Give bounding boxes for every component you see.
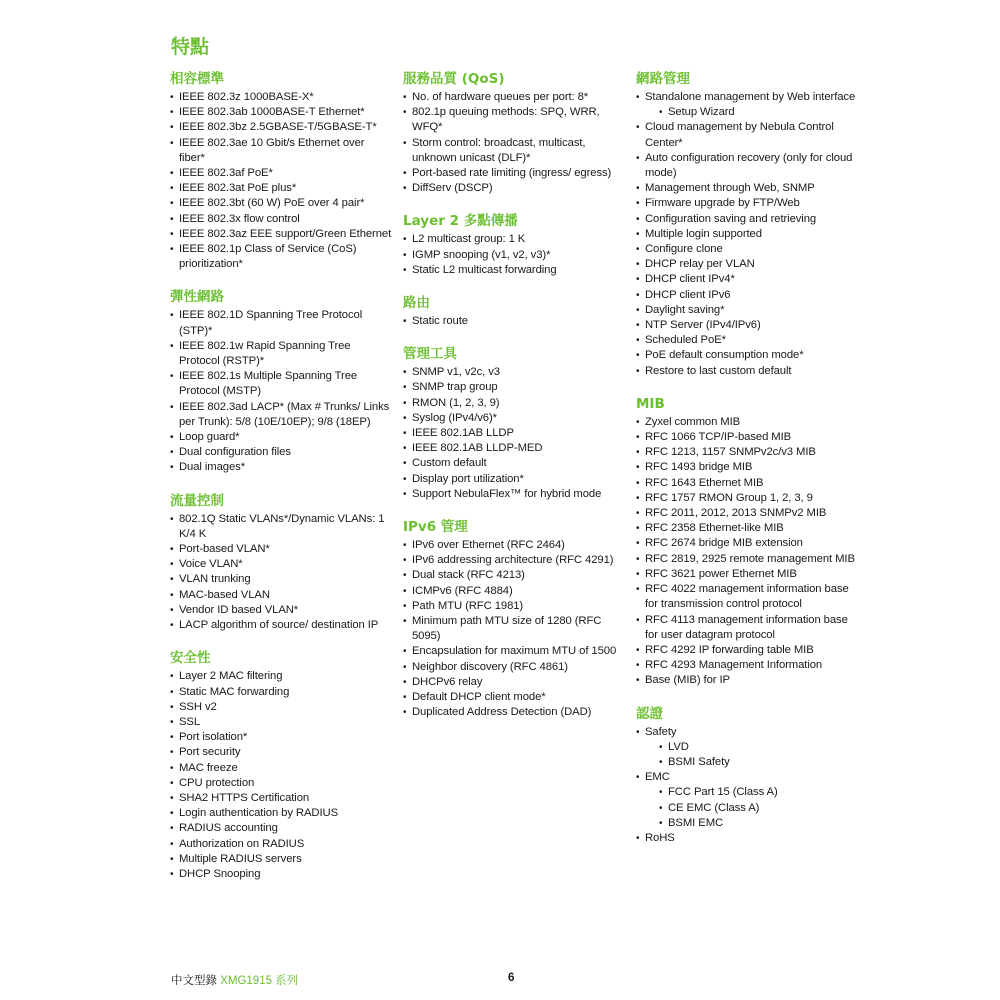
feature-item-text: DHCPv6 relay — [412, 675, 483, 688]
feature-item — [170, 120, 392, 135]
feature-item — [403, 660, 625, 675]
feature-item-text: MAC-based VLAN — [179, 588, 270, 601]
feature-item — [170, 791, 392, 806]
feature-item-text: EMC — [645, 771, 670, 784]
feature-item — [403, 263, 625, 278]
feature-item-text: RFC 2011, 2012, 2013 SNMPv2 MIB — [645, 507, 827, 520]
feature-item — [170, 400, 392, 430]
feature-item-text: RFC 1493 bridge MIB — [645, 461, 753, 474]
feature-item-text: Support NebulaFlex™ for hybrid mode — [412, 487, 602, 500]
feature-item-text: IEEE 802.1w Rapid Spanning Tree Protocol (RSTP)* — [179, 339, 351, 368]
feature-item — [636, 673, 858, 688]
feature-item — [636, 227, 858, 242]
feature-item — [403, 472, 625, 487]
footer-catalog-label: 中文型錄 — [171, 975, 221, 987]
feature-item-text: Storm control: broadcast, multicast, unknown unicast (DLF)* — [412, 136, 586, 164]
feature-item-text: Encapsulation for maximum MTU of 1500 — [412, 645, 617, 658]
feature-item — [636, 536, 858, 551]
column-1 — [170, 68, 392, 896]
feature-list — [403, 538, 625, 720]
feature-item — [170, 806, 392, 821]
feature-item — [636, 770, 858, 831]
feature-subitem: • LVD — [659, 740, 858, 755]
feature-item — [403, 456, 625, 471]
feature-item-text: RFC 4022 management information base for transmission control protocol — [645, 583, 849, 611]
feature-item — [170, 196, 392, 211]
feature-item — [170, 761, 392, 776]
feature-item-text: RoHS — [645, 831, 675, 844]
feature-item-text: DHCP client IPv4* — [645, 273, 735, 286]
feature-item — [170, 105, 392, 120]
feature-item — [170, 715, 392, 730]
feature-subitem: • BSMI EMC — [659, 816, 858, 831]
feature-item-text: DHCP relay per VLAN — [645, 258, 755, 271]
feature-item-text: RFC 1757 RMON Group 1, 2, 3, 9 — [645, 491, 813, 504]
feature-item-text: IGMP snooping (v1, v2, v3)* — [412, 248, 551, 261]
feature-sublist — [645, 785, 858, 831]
feature-item-text: Safety — [645, 725, 677, 738]
feature-list — [636, 725, 858, 847]
feature-item — [403, 690, 625, 705]
feature-section — [636, 393, 858, 689]
footer-catalog — [171, 972, 298, 988]
feature-item-text: RFC 2819, 2925 remote management MIB — [645, 552, 855, 565]
feature-section — [403, 210, 625, 278]
feature-item — [170, 730, 392, 745]
feature-item-text: Loop guard* — [179, 431, 240, 444]
feature-item-text: DHCP Snooping — [179, 867, 261, 880]
feature-item-text: RFC 1213, 1157 SNMPv2c/v3 MIB — [645, 446, 816, 459]
feature-item-text: 802.1Q Static VLANs*/Dynamic VLANs: 1 K/4 K — [179, 512, 385, 540]
feature-item — [170, 618, 392, 633]
feature-item-text: IPv6 over Ethernet (RFC 2464) — [412, 539, 565, 552]
feature-item-text: IEEE 802.3ae 10 Gbit/s Ethernet over fiber* — [179, 136, 365, 164]
feature-item-text: Static route — [412, 315, 468, 328]
feature-item — [403, 675, 625, 690]
feature-item — [636, 288, 858, 303]
feature-item — [170, 821, 392, 836]
feature-item-text: RFC 4113 management information base for user datagram protocol — [645, 613, 848, 641]
feature-item — [636, 613, 858, 643]
feature-item — [636, 90, 858, 120]
section-heading: 流量控制 — [170, 492, 224, 509]
feature-item-text: Multiple login supported — [645, 227, 762, 240]
feature-item-text: ICMPv6 (RFC 4884) — [412, 584, 513, 597]
feature-item — [170, 430, 392, 445]
feature-item — [170, 852, 392, 867]
feature-item — [170, 181, 392, 196]
feature-item-text: SSL — [179, 715, 201, 728]
feature-item — [403, 181, 625, 196]
feature-item-text: PoE default consumption mode* — [645, 349, 804, 362]
feature-item — [170, 700, 392, 715]
feature-item-text: IEEE 802.1AB LLDP-MED — [412, 442, 543, 455]
feature-item-text: Base (MIB) for IP — [645, 674, 730, 687]
feature-item-text: Multiple RADIUS servers — [179, 852, 302, 865]
feature-item-text: Management through Web, SNMP — [645, 182, 815, 195]
feature-section — [636, 68, 858, 379]
feature-item-text: L2 multicast group: 1 K — [412, 233, 526, 246]
feature-item — [170, 669, 392, 684]
feature-item — [636, 212, 858, 227]
section-heading: Layer 2 多點傳播 — [403, 213, 518, 230]
feature-item-text: IEEE 802.3z 1000BASE-X* — [179, 91, 314, 103]
feature-item-text: Voice VLAN* — [179, 558, 243, 571]
feature-item — [403, 538, 625, 553]
feature-item-text: RFC 1643 Ethernet MIB — [645, 476, 764, 489]
feature-item-text: IEEE 802.3ab 1000BASE-T Ethernet* — [179, 106, 365, 119]
feature-item — [636, 476, 858, 491]
feature-item-text: Port-based rate limiting (ingress/ egress) — [412, 167, 612, 180]
feature-item — [170, 242, 392, 272]
feature-item-text: SHA2 HTTPS Certification — [179, 791, 310, 804]
feature-list — [403, 314, 625, 329]
feature-item-text: SNMP trap group — [412, 381, 498, 394]
feature-item-text: Dual configuration files — [179, 446, 291, 459]
feature-item-text: RADIUS accounting — [179, 822, 278, 835]
feature-item — [403, 411, 625, 426]
feature-item — [403, 441, 625, 456]
feature-item-text: RFC 3621 power Ethernet MIB — [645, 567, 797, 580]
feature-item — [636, 272, 858, 287]
feature-section — [170, 68, 392, 272]
feature-item — [636, 318, 858, 333]
feature-item — [403, 365, 625, 380]
feature-item-text: Zyxel common MIB — [645, 415, 741, 428]
feature-item — [170, 837, 392, 852]
feature-item-text: IEEE 802.3bz 2.5GBASE-T/5GBASE-T* — [179, 121, 377, 134]
feature-item — [170, 339, 392, 369]
feature-item — [636, 196, 858, 211]
feature-item-text: DHCP client IPv6 — [645, 288, 731, 301]
feature-item — [170, 512, 392, 542]
feature-list — [403, 365, 625, 502]
feature-item — [403, 396, 625, 411]
feature-item-text: Dual images* — [179, 461, 245, 474]
section-heading: IPv6 管理 — [403, 519, 468, 536]
feature-item — [403, 166, 625, 181]
feature-item-text: IEEE 802.3at PoE plus* — [179, 182, 297, 195]
feature-item — [403, 136, 625, 166]
feature-item-text: CPU protection — [179, 776, 255, 789]
feature-list — [170, 308, 392, 475]
feature-item — [170, 603, 392, 618]
feature-item — [636, 430, 858, 445]
feature-item — [403, 584, 625, 599]
feature-item-text: Daylight saving* — [645, 303, 725, 316]
feature-item — [170, 745, 392, 760]
feature-item — [636, 364, 858, 379]
feature-item-text: Port security — [179, 746, 241, 759]
feature-item — [636, 460, 858, 475]
feature-item-text: RFC 1066 TCP/IP-based MIB — [645, 431, 792, 444]
feature-list — [170, 512, 392, 634]
feature-item-text: Display port utilization* — [412, 472, 524, 485]
feature-item — [170, 90, 392, 105]
feature-list — [170, 669, 392, 882]
feature-item — [403, 553, 625, 568]
feature-item-text: RFC 2358 Ethernet-like MIB — [645, 522, 784, 535]
feature-item — [636, 445, 858, 460]
feature-item — [170, 136, 392, 166]
feature-item-text: Default DHCP client mode* — [412, 691, 546, 704]
feature-item — [636, 643, 858, 658]
feature-item-text: Duplicated Address Detection (DAD) — [412, 706, 592, 719]
feature-item — [636, 415, 858, 430]
feature-item-text: RFC 4292 IP forwarding table MIB — [645, 643, 814, 656]
section-heading: 管理工具 — [403, 346, 457, 363]
feature-sublist — [645, 105, 858, 120]
feature-item — [403, 568, 625, 583]
feature-item-text: Dual stack (RFC 4213) — [412, 569, 525, 582]
feature-item — [636, 181, 858, 196]
feature-list — [403, 232, 625, 278]
section-heading: MIB — [636, 395, 665, 412]
feature-item — [170, 572, 392, 587]
feature-item-text: 802.1p queuing methods: SPQ, WRR, WFQ* — [412, 106, 600, 134]
feature-subitem: • FCC Part 15 (Class A) — [659, 785, 858, 800]
page-number: 6 — [508, 972, 515, 984]
feature-item-text: Port isolation* — [179, 731, 248, 744]
feature-item — [170, 867, 392, 882]
feature-item — [636, 333, 858, 348]
feature-item-text: IPv6 addressing architecture (RFC 4291) — [412, 554, 614, 567]
feature-item — [636, 491, 858, 506]
feature-item-text: LACP algorithm of source/ destination IP — [179, 619, 379, 632]
feature-item-text: Cloud management by Nebula Control Center* — [645, 121, 834, 149]
feature-item-text: Static MAC forwarding — [179, 685, 290, 698]
feature-item-text: Static L2 multicast forwarding — [412, 263, 557, 276]
feature-item — [170, 445, 392, 460]
feature-item-text: Login authentication by RADIUS — [179, 807, 339, 820]
feature-item — [170, 542, 392, 557]
feature-item-text: DiffServ (DSCP) — [412, 182, 493, 195]
feature-item-text: IEEE 802.3az EEE support/Green Ethernet — [179, 227, 392, 240]
feature-item-text: VLAN trunking — [179, 573, 251, 586]
feature-item-text: NTP Server (IPv4/IPv6) — [645, 319, 761, 332]
feature-item — [170, 212, 392, 227]
feature-item-text: IEEE 802.1AB LLDP — [412, 427, 514, 440]
feature-item-text: Standalone management by Web interface — [645, 91, 856, 103]
feature-item — [403, 614, 625, 644]
feature-section — [403, 292, 625, 329]
feature-item-text: Minimum path MTU size of 1280 (RFC 5095) — [412, 615, 602, 643]
feature-item — [403, 644, 625, 659]
feature-item — [170, 369, 392, 399]
section-heading: 服務品質 (QoS) — [403, 71, 505, 87]
section-heading: 路由 — [403, 295, 430, 312]
feature-item — [403, 426, 625, 441]
feature-subitem: • BSMI Safety — [659, 755, 858, 770]
feature-item — [636, 831, 858, 846]
feature-item-text: Restore to last custom default — [645, 364, 792, 377]
section-heading: 認證 — [636, 705, 663, 722]
feature-item — [170, 588, 392, 603]
feature-item-text: RFC 2674 bridge MIB extension — [645, 537, 803, 550]
feature-item — [636, 521, 858, 536]
feature-item-text: IEEE 802.3af PoE* — [179, 167, 273, 180]
feature-item — [170, 557, 392, 572]
feature-item — [636, 151, 858, 181]
feature-item-text: SNMP v1, v2c, v3 — [412, 366, 500, 379]
footer-product: XMG1915 系列 — [220, 975, 299, 987]
feature-item-text: Neighbor discovery (RFC 4861) — [412, 660, 568, 673]
feature-section — [170, 647, 392, 882]
feature-item — [636, 567, 858, 582]
feature-item-text: Configuration saving and retrieving — [645, 212, 817, 225]
feature-item — [636, 552, 858, 567]
feature-list — [403, 90, 625, 196]
feature-item — [636, 582, 858, 612]
feature-item-text: Authorization on RADIUS — [179, 837, 305, 850]
feature-item — [636, 303, 858, 318]
feature-section — [636, 703, 858, 847]
feature-item-text: Vendor ID based VLAN* — [179, 603, 299, 616]
feature-item — [403, 90, 625, 105]
feature-item — [636, 506, 858, 521]
feature-item — [403, 599, 625, 614]
feature-item — [636, 120, 858, 150]
feature-subitem: • Setup Wizard — [659, 105, 858, 120]
feature-item-text: Custom default — [412, 457, 487, 470]
page-title: 特點 — [171, 36, 210, 58]
section-heading: 彈性網路 — [170, 289, 224, 306]
feature-section — [403, 68, 625, 196]
column-2 — [403, 68, 625, 735]
feature-item — [403, 487, 625, 502]
feature-item-text: IEEE 802.3bt (60 W) PoE over 4 pair* — [179, 197, 365, 210]
feature-item — [170, 685, 392, 700]
feature-section — [170, 490, 392, 634]
feature-item-text: SSH v2 — [179, 700, 217, 713]
feature-item-text: IEEE 802.1D Spanning Tree Protocol (STP)* — [179, 309, 363, 337]
section-heading: 網路管理 — [636, 71, 690, 87]
feature-item-text: Path MTU (RFC 1981) — [412, 599, 524, 612]
feature-item-text: No. of hardware queues per port: 8* — [412, 91, 589, 103]
feature-item — [636, 348, 858, 363]
feature-item — [403, 380, 625, 395]
feature-item-text: IEEE 802.3ad LACP* (Max # Trunks/ Links per Trunk): 5/8 (10E/10EP); 9/8 (18EP) — [179, 400, 390, 428]
feature-item-text: Port-based VLAN* — [179, 543, 270, 556]
feature-list — [636, 415, 858, 689]
feature-list — [636, 90, 858, 379]
feature-item — [170, 308, 392, 338]
feature-item — [636, 658, 858, 673]
feature-item-text: Layer 2 MAC filtering — [179, 670, 283, 683]
feature-item — [403, 105, 625, 135]
feature-item-text: RMON (1, 2, 3, 9) — [412, 396, 500, 409]
section-heading: 相容標準 — [170, 71, 224, 87]
column-3 — [636, 68, 858, 860]
feature-item — [170, 166, 392, 181]
feature-item — [403, 248, 625, 263]
feature-item-text: RFC 4293 Management Information — [645, 659, 823, 672]
feature-item-text: IEEE 802.1p Class of Service (CoS) prioritization* — [179, 243, 357, 271]
feature-item — [170, 460, 392, 475]
feature-section — [403, 516, 625, 720]
section-heading: 安全性 — [170, 650, 211, 667]
feature-subitem: • CE EMC (Class A) — [659, 801, 858, 816]
feature-item — [636, 242, 858, 257]
feature-section — [403, 343, 625, 502]
feature-section — [170, 286, 392, 475]
feature-item-text: Auto configuration recovery (only for cloud mode) — [645, 151, 853, 180]
feature-item — [403, 314, 625, 329]
feature-item-text: MAC freeze — [179, 761, 238, 774]
feature-item-text: IEEE 802.1s Multiple Spanning Tree Protocol (MSTP) — [179, 370, 358, 398]
feature-item — [636, 725, 858, 771]
feature-item-text: Firmware upgrade by FTP/Web — [645, 197, 800, 210]
feature-item-text: Syslog (IPv4/v6)* — [412, 411, 497, 424]
feature-item — [170, 776, 392, 791]
feature-item — [170, 227, 392, 242]
feature-item — [636, 257, 858, 272]
feature-item — [403, 705, 625, 720]
feature-item-text: IEEE 802.3x flow control — [179, 212, 300, 225]
feature-item-text: Scheduled PoE* — [645, 334, 726, 347]
feature-list — [170, 90, 392, 272]
feature-item — [403, 232, 625, 247]
feature-item-text: Configure clone — [645, 243, 723, 256]
feature-sublist — [645, 740, 858, 770]
